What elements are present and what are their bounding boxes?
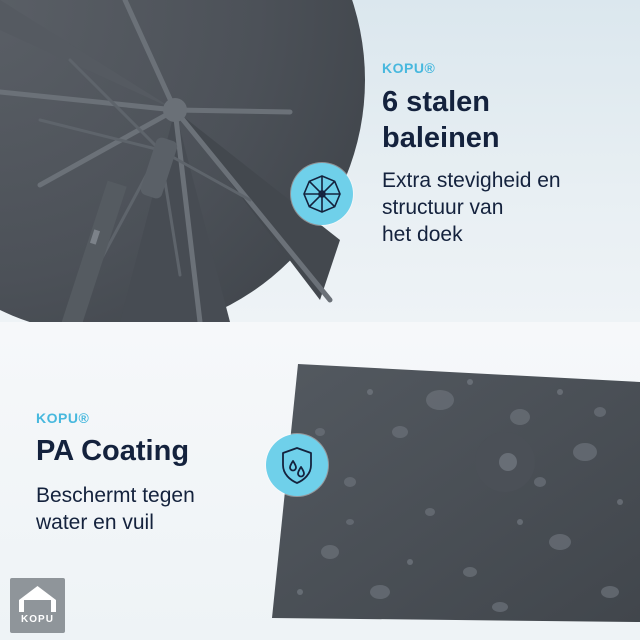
umbrella-top-view-icon [291,163,353,225]
bottom-feature-panel [0,322,640,640]
top-feature-title-line1: 6 stalen [382,86,490,118]
top-feature-desc-line3: het doek [382,223,463,246]
bottom-feature-desc-line2: water en vuil [36,511,154,534]
top-brand-label: KOPU® [382,60,436,76]
bottom-feature-title: PA Coating [36,435,190,467]
bottom-feature-desc-line1: Beschermt tegen [36,484,195,507]
kopu-logo [10,578,65,633]
bottom-brand-label: KOPU® [36,410,90,426]
top-feature-desc-line1: Extra stevigheid en [382,169,561,192]
shield-water-drops-icon [266,434,328,496]
logo-text: KOPU [21,614,54,625]
top-feature-title-line2: baleinen [382,122,500,154]
top-feature-desc-line2: structuur van [382,196,504,219]
